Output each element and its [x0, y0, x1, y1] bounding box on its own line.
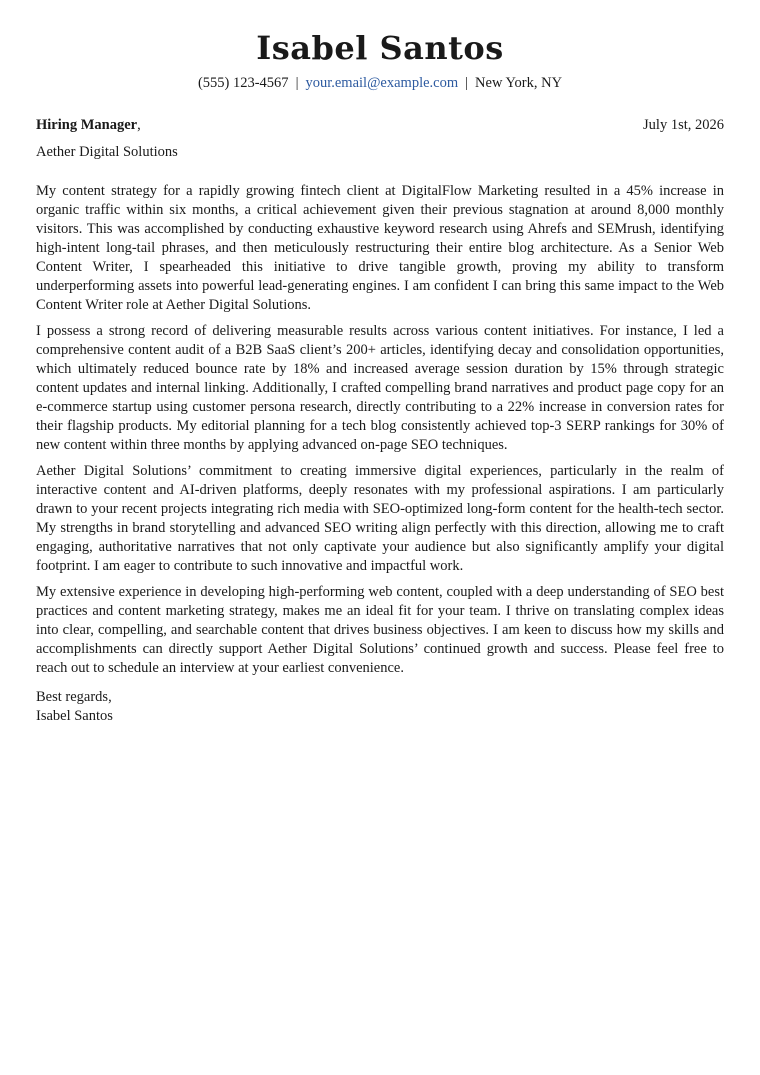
- body-paragraph: Aether Digital Solutions’ commitment to creating immersive digital experiences, particularly in the realm of interactive content and AI-driven platforms, deeply resonates with my professional aspirations. I am particularly drawn to your recent projects integrating rich media with SEO-optimized long-form content for the health-tech sector. My strengths in brand storytelling and advanced SEO writing align perfectly with this direction, allowing me to craft engaging, authoritative narratives that not only captivate your audience but also significantly amplify your digital footprint. I am eager to contribute to such innovative and impactful work.: [36, 463, 724, 574]
- location: New York, NY: [475, 75, 563, 91]
- body-paragraph: My content strategy for a rapidly growing fintech client at DigitalFlow Marketing resulted in a 45% increase in organic traffic within six months, a critical achievement given their previous stagnation at around 8,000 monthly visitors. This was accomplished by conducting exhaustive keyword research using Ahrefs and SEMrush, identifying high-intent long-tail phrases, and then meticulously restructuring their entire blog architecture. As a Senior Web Content Writer, I spearheaded this initiative to drive tangible growth, proving my ability to transform underperforming assets into powerful lead-generating engines. I am confident I can bring this same impact to the Web Content Writer role at Aether Digital Solutions.: [36, 183, 724, 313]
- recipient-greeting: [36, 116, 141, 134]
- applicant-name: Isabel Santos: [256, 29, 504, 67]
- contact-separator: |: [465, 75, 469, 91]
- recipient-name-suffix: ,: [137, 117, 141, 133]
- recipient-name: Hiring Manager: [36, 117, 138, 133]
- letter-date: July 1st, 2026: [643, 117, 724, 133]
- contact-line: [36, 74, 724, 92]
- phone-number: (555) 123-4567: [197, 75, 289, 91]
- closing-salutation: Best regards,: [36, 689, 112, 705]
- body-paragraph: My extensive experience in developing high-performing web content, coupled with a deep understanding of SEO best practices and content marketing strategy, makes me an ideal fit for your team. I thrive on translating complex ideas into clear, compelling, and searchable content that drives business objectives. I am keen to discuss how my skills and accomplishments can directly support Aether Digital Solutions’ continued growth and success. Please feel free to reach out to schedule an interview at your earliest convenience.: [36, 584, 724, 676]
- letter-body: [36, 182, 724, 678]
- recipient-company: Aether Digital Solutions: [36, 144, 178, 160]
- body-paragraph: I possess a strong record of delivering measurable results across various content initiatives. For instance, I led a comprehensive content audit of a B2B SaaS client’s 200+ articles, identifying decay and consolidation opportunities, which ultimately reduced bounce rate by 18% and increased average session duration by 15% through strategic content updates and internal linking. Additionally, I crafted compelling brand narratives and product page copy for an e-commerce startup using customer persona research, directly contributing to a 22% increase in conversion rates for their flagship products. My editorial planning for a tech blog consistently achieved top-3 SERP rankings for 30% of new content within three months by applying advanced on-page SEO techniques.: [36, 323, 724, 453]
- recipient-date-row: [36, 116, 724, 134]
- contact-separator: |: [295, 75, 299, 91]
- closing-signature: Isabel Santos: [36, 708, 113, 724]
- letter-closing: [36, 688, 724, 726]
- email-link[interactable]: your.email@example.com: [305, 75, 459, 91]
